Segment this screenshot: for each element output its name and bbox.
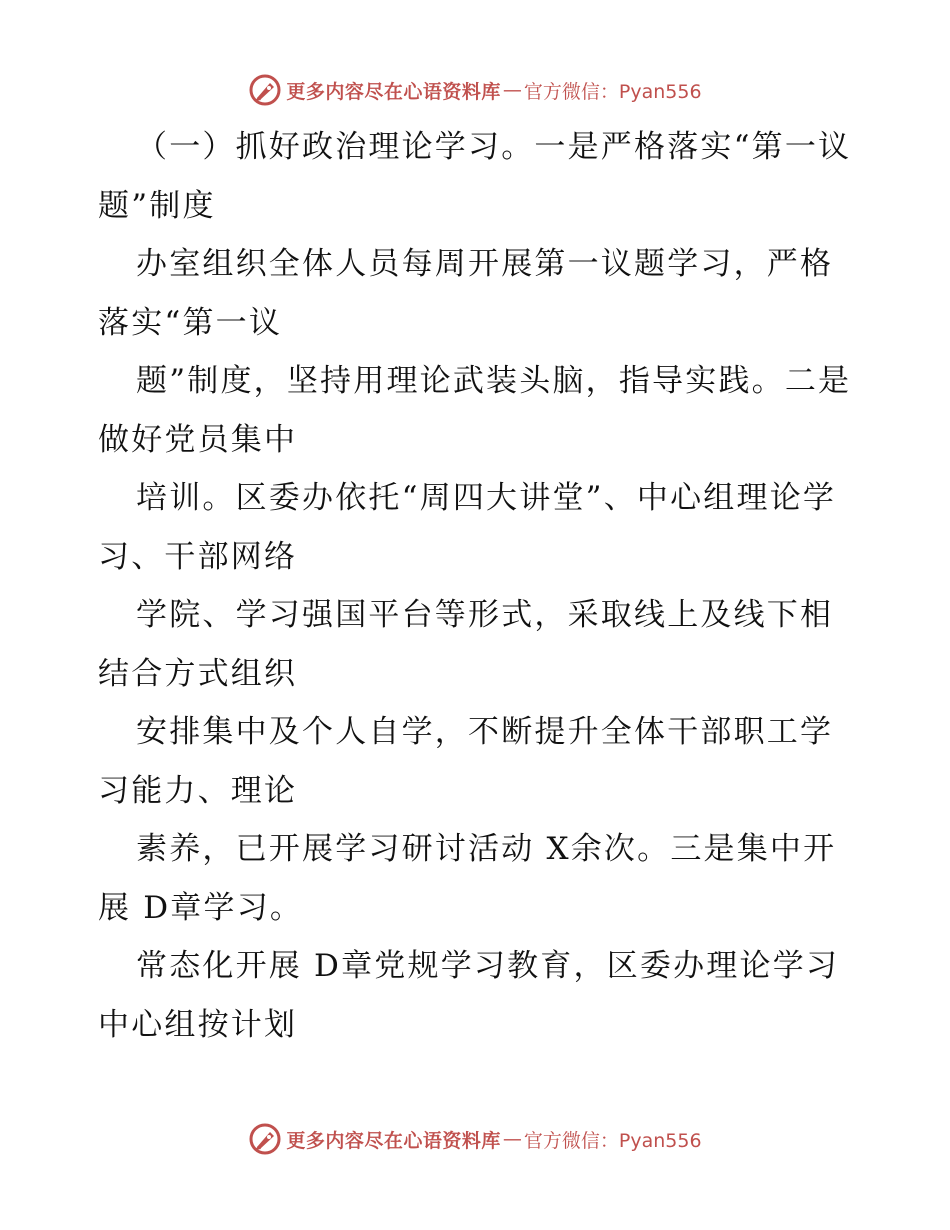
paragraph: 常态化开展 D章党规学习教育，区委办理论学习中心组按计划 (98, 948, 840, 1043)
document-body (98, 118, 858, 1054)
pen-nib-circle-icon (248, 1122, 282, 1156)
paragraph: 办室组织全体人员每周开展第一议题学习，严格落实“第一议 (98, 246, 834, 341)
watermark-site-text: 更多内容尽在心语资料库 (286, 80, 501, 103)
paragraph: 题”制度，坚持用理论武装头脑，指导实践。二是做好党员集中 (98, 363, 852, 458)
header-watermark (0, 72, 950, 108)
watermark-wechat-text: 官方微信：Pyan556 (523, 1129, 702, 1152)
paragraph: 学院、学习强国平台等形式，采取线上及线下相结合方式组织 (98, 597, 834, 692)
paragraph: 安排集中及个人自学，不断提升全体干部职工学习能力、理论 (98, 714, 834, 809)
watermark-separator: — (502, 1128, 522, 1150)
watermark-separator: — (502, 79, 522, 101)
paragraph: 培训。区委办依托“周四大讲堂”、中心组理论学习、干部网络 (98, 480, 837, 575)
watermark-site-text: 更多内容尽在心语资料库 (286, 1129, 501, 1152)
paragraph: 素养，已开展学习研讨活动 X余次。三是集中开展 D章学习。 (98, 831, 837, 926)
footer-watermark (0, 1121, 950, 1157)
watermark-wechat-text: 官方微信：Pyan556 (523, 80, 702, 103)
pen-nib-circle-icon (248, 73, 282, 107)
paragraph: （一）抓好政治理论学习。一是严格落实“第一议题”制度 (98, 129, 852, 224)
